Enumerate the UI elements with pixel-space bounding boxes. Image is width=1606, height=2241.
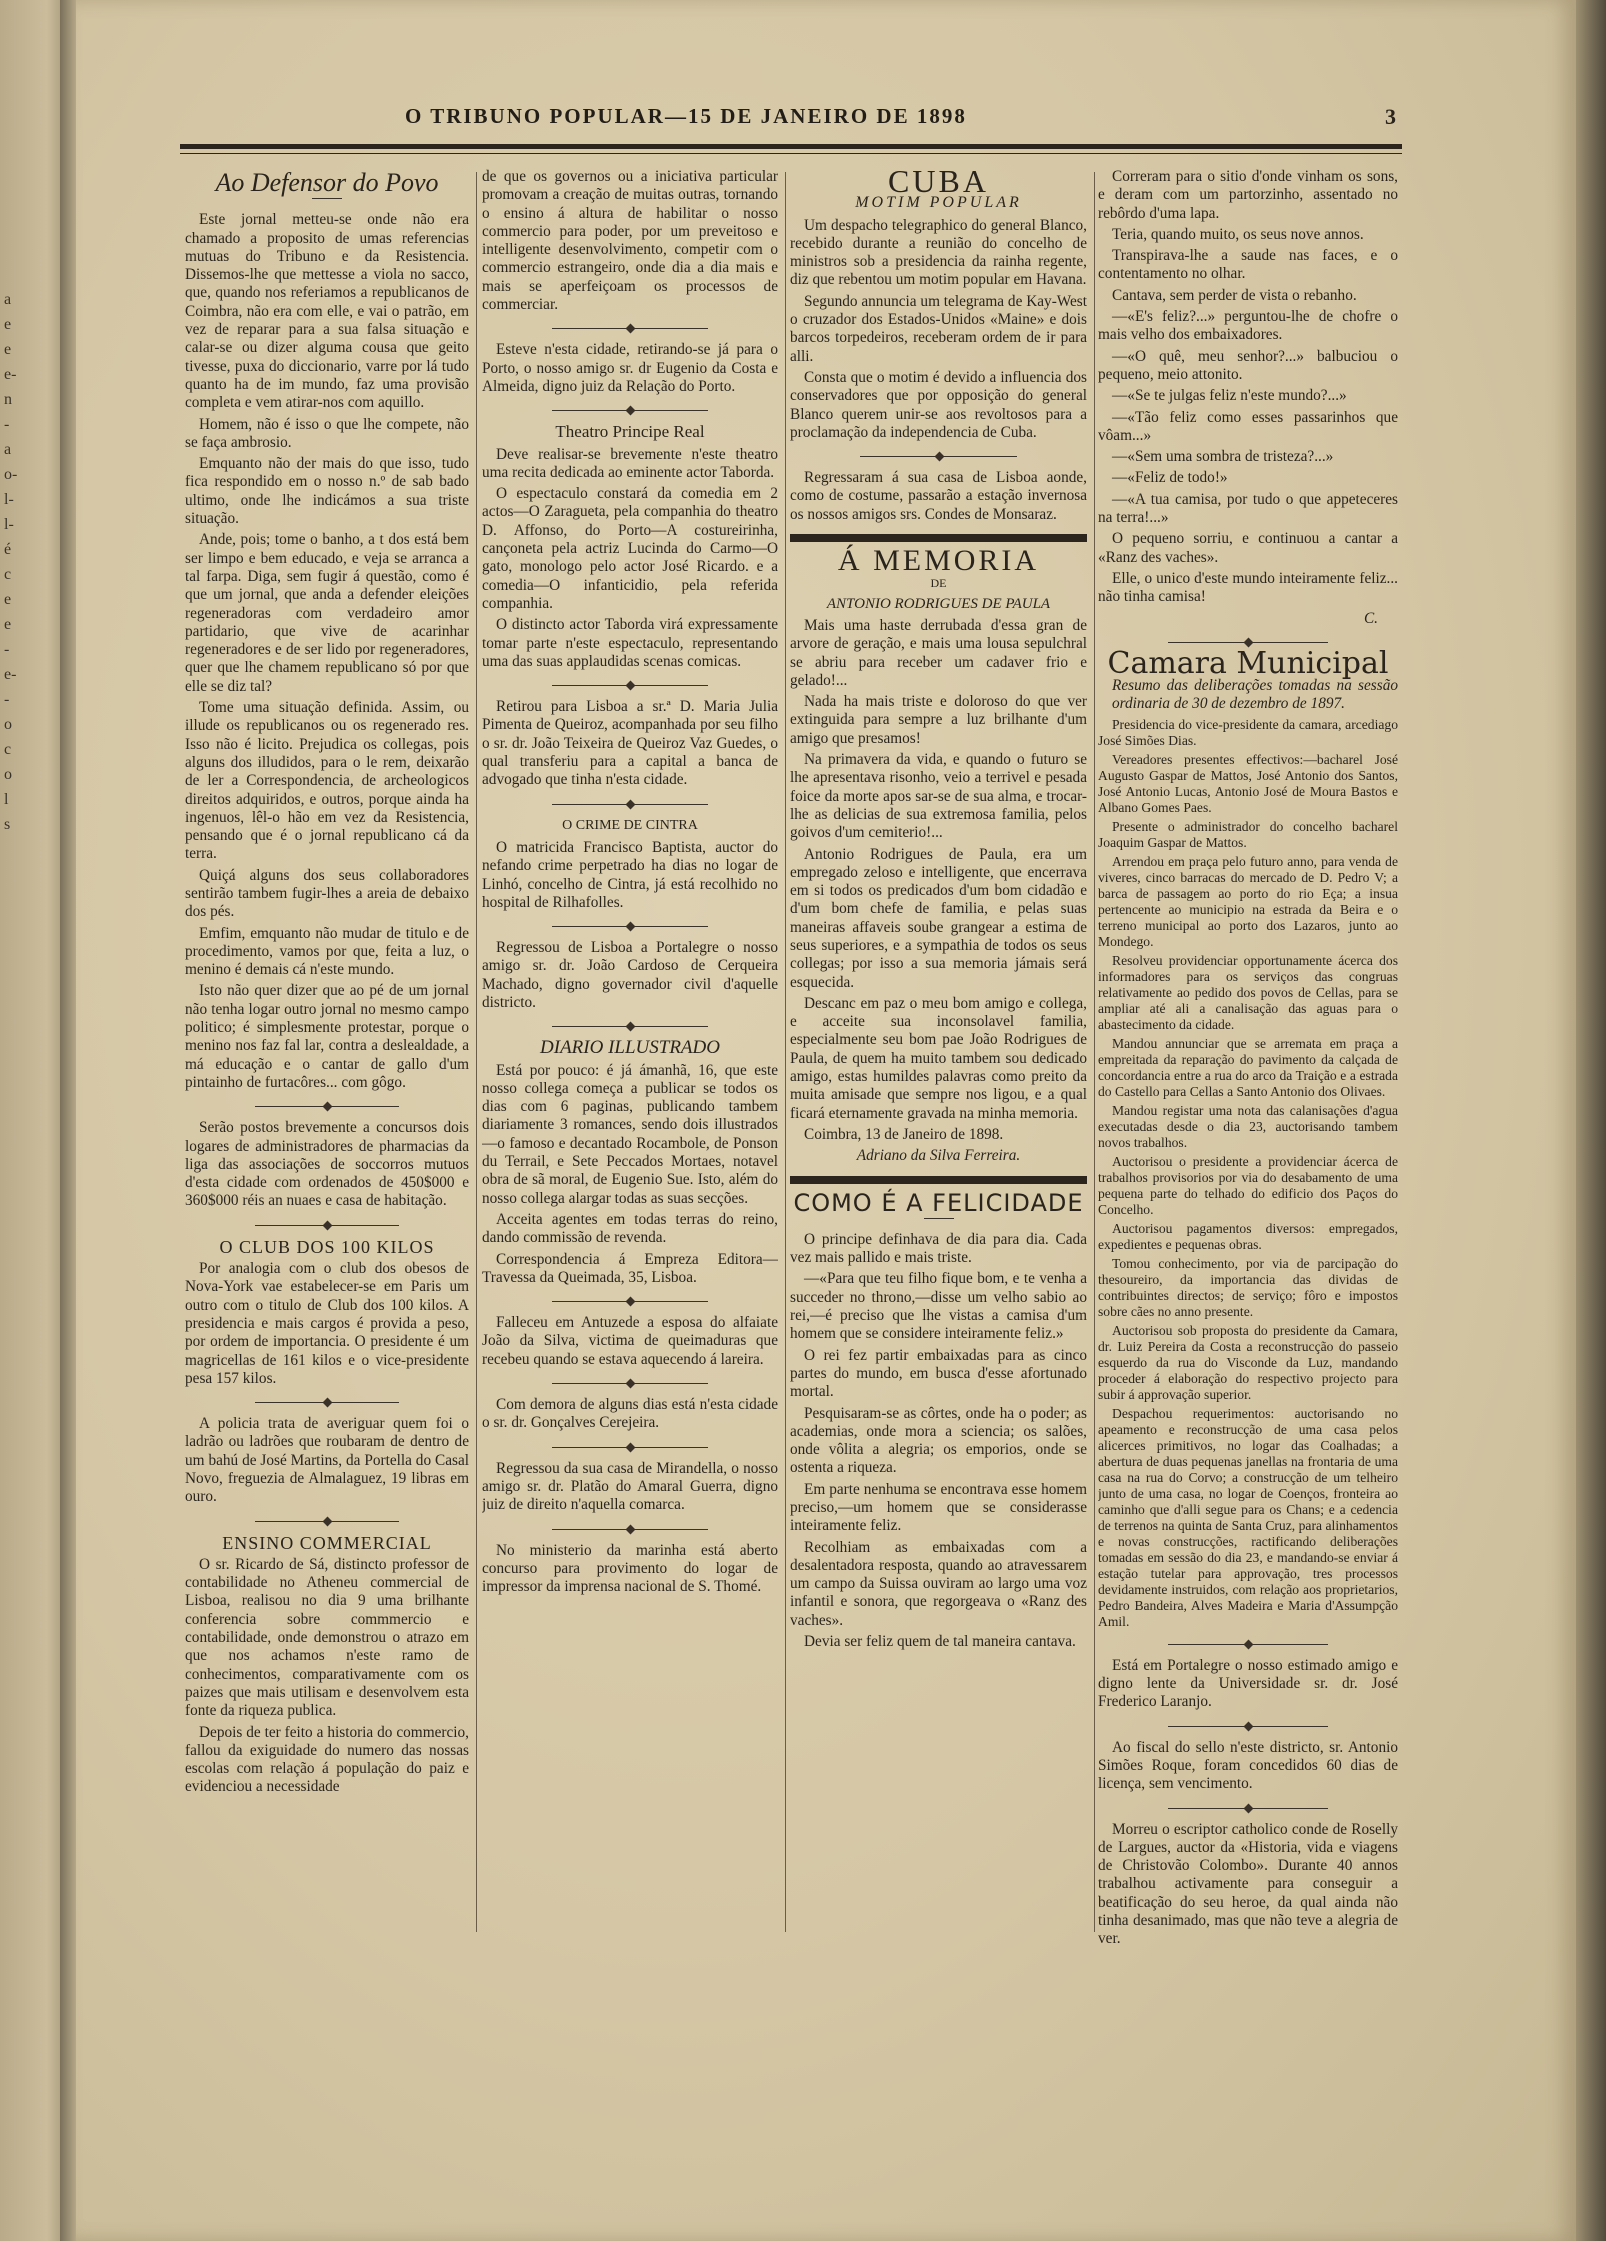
article-regressou: Regressou de Lisboa a Portalegre o nosso amigo sr. dr. João Cardoso de Cerqueira Machado, digno governador civil d'aquelle districto. — [482, 939, 778, 1011]
separator — [552, 926, 708, 927]
bleed-letter: e — [4, 316, 12, 333]
column-1 — [185, 168, 469, 1958]
paragraph: —«Para que teu filho fique bom, e te venha a succeder no throno,—disse um velho sabio ao rei,—é preciso que lhe vistas a camisa d'um homem que se considere inteiramente feliz.» — [790, 1270, 1087, 1343]
article-title-diario: DIARIO ILLUSTRADO — [540, 1037, 720, 1059]
paragraph: Segundo annuncia um telegrama de Kay-West o cruzador dos Estados-Unidos «Maine» e dois barcos torpedeiros, receberam ordem de ir para alli. — [790, 292, 1087, 365]
paragraph: Acceita agentes em todas terras do reino, dando commissão de revenda. — [482, 1210, 778, 1247]
paragraph: Correspondencia á Empreza Editora—Travessa da Queimada, 35, Lisboa. — [482, 1250, 778, 1286]
paragraph: —«E's feliz?...» perguntou-lhe de chofre o mais velho dos embaixadores. — [1098, 308, 1398, 344]
article-mirandella: Regressou da sua casa de Mirandella, o nosso amigo sr. dr. Platão do Amaral Guerra, digno juiz de direito n'aquella comarca. — [482, 1459, 778, 1514]
bleed-letter: e- — [4, 366, 17, 383]
article-memoria-de: DE — [930, 576, 947, 591]
article-title-crime: O CRIME DE CINTRA — [562, 817, 698, 833]
article-falleceu: Falleceu em Antuzede a esposa do alfaiate João da Silva, victima de queimaduras que recebeu quando se estava aquecendo á lareira. — [482, 1314, 778, 1368]
bleed-letter: - — [4, 416, 10, 433]
paragraph: Isto não quer dizer que ao pé de um jornal não tenha logar outro jornal no mesmo campo politico; é simplesmente protestar, porque o menino nos faz fal lar, contra a deslealdade, a má educação e o cantar de gallo d'um pintainho de furtacôres... com gôgo. — [185, 982, 469, 1091]
paragraph: Um despacho telegraphico do general Blanco, recebido durante a reunião do concelho de ministros sob a presidencia da rainha regente, diz que rebentou um motim popular em Havana. — [790, 216, 1087, 289]
paragraph: Teria, quando muito, os seus nove annos. — [1112, 225, 1364, 243]
separator — [552, 410, 708, 411]
paragraph: Mandou annunciar que se arremata em praça a empreitada da reparação do pavimento da calçada de concordancia entre a rua do arco da Traição e a estrada do Castello para Cellas a Santo Antonio dos Olivaes. — [1098, 1035, 1398, 1099]
paragraph: Elle, o unico d'este mundo inteiramente feliz... não tinha camisa! — [1098, 569, 1398, 606]
paragraph: Resolveu providenciar opportunamente ácerca dos informadores para os serviços das congruas relativamente ao pedido dos povos de Cellas, para se ampliar até ali a canalisação das aguas para o abastecimento da cidade. — [1098, 952, 1398, 1032]
bleed-letter: s — [4, 816, 11, 833]
article-felicidade-continued — [1098, 168, 1398, 607]
paragraph: Quiçá alguns dos seus collaboradores sentirão tambem fugir-lhes a areia de debaixo dos pés. — [185, 866, 469, 921]
article-title-memoria: Á MEMORIA — [837, 544, 1040, 578]
bleed-letter: n — [4, 391, 12, 408]
article-fiscal: Ao fiscal do sello n'este districto, sr. Antonio Simões Roque, foram concedidos 60 dias de licença, sem vencimento. — [1098, 1738, 1398, 1793]
title-dash — [924, 1218, 954, 1219]
column-4 — [1098, 168, 1398, 1958]
paragraph: —«A tua camisa, por tudo o que appeteceres na terra!...» — [1098, 490, 1398, 527]
paragraph: Correram para o sitio d'onde vinham os sons, e deram com um partorzinho, assentado no rebôrdo d'uma lapa. — [1098, 168, 1398, 222]
separator — [552, 1301, 708, 1302]
paragraph: Consta que o motim é devido a influencia dos conservadores que por opposição do general Blanco querem unir-se aos revoltosos para a proclamação da independencia de Cuba. — [790, 368, 1087, 441]
paragraph: —«Sem uma sombra de tristeza?...» — [1112, 448, 1334, 466]
bleed-letter: e — [4, 616, 12, 633]
separator — [552, 1529, 708, 1530]
header-rule — [180, 144, 1402, 149]
bleed-letter: - — [4, 641, 10, 658]
paragraph: Pesquisaram-se as côrtes, onde ha o poder; as academias, onde mora a sciencia; os salões, onde vôlita a alegria; os emporios, onde se ostenta a riqueza. — [790, 1404, 1087, 1477]
paragraph: Auctorisou o presidente a providenciar ácerca de trabalhos provisorios por via do desabamento de uma pequena parte do telhado do edificio dos Paços do Concelho. — [1098, 1153, 1398, 1217]
separator — [255, 1106, 399, 1107]
bleed-letter: a — [4, 441, 12, 458]
separator — [1168, 1726, 1328, 1727]
article-diario-body — [482, 1062, 778, 1288]
black-rule — [790, 1176, 1087, 1184]
separator — [255, 1225, 399, 1226]
column-divider — [1094, 172, 1095, 1932]
separator — [552, 1447, 708, 1448]
paragraph: O principe definhava de dia para dia. Cada vez mais pallido e mais triste. — [790, 1230, 1087, 1267]
article-memoria-name: ANTONIO RODRIGUES DE PAULA — [826, 595, 1051, 612]
article-concursos: Serão postos brevemente a concursos dois logares de administradores de pharmacias da liga das associações de soccorros mutuos d'esta cidade com ordenados de 450$000 e 360$000 réis an nuaes e casa de habitação. — [185, 1119, 469, 1210]
separator — [552, 804, 708, 805]
separator — [552, 1383, 708, 1384]
separator — [552, 1026, 708, 1027]
paragraph: Cantava, sem perder de vista o rebanho. — [1112, 286, 1357, 304]
right-page-edge — [1576, 0, 1606, 2241]
article-retirou: Retirou para Lisboa a sr.ª D. Maria Julia Pimenta de Queiroz, acompanhada por seu filho o sr. dr. João Teixeira de Queiroz Vaz Guedes, o qual transferiu para a capital a banca de advogado que tinha n'esta cidade. — [482, 698, 778, 789]
article-regressaram: Regressaram á sua casa de Lisboa aonde, como de costume, passarão a estação invernosa os nossos amigos srs. Condes de Monsaraz. — [790, 469, 1087, 523]
column-3 — [790, 168, 1087, 1958]
paragraph: Presidencia do vice-presidente da camara, arcediago José Simões Dias. — [1098, 716, 1398, 748]
column-divider — [785, 172, 786, 1932]
column-divider — [476, 172, 477, 1932]
bleed-letter: o — [4, 766, 12, 783]
bleed-letter: c — [4, 566, 12, 583]
black-rule — [790, 534, 1087, 542]
article-demora: Com demora de alguns dias está n'esta cidade o sr. dr. Gonçalves Cerejeira. — [482, 1396, 778, 1432]
paragraph: —«Feliz de todo!» — [1112, 469, 1228, 487]
paragraph: O espectaculo constará da comedia em 2 actos—O Zaragueta, pela companhia do theatro D. Affonso, do Porto—A costureirinha, cançoneta pela actriz Lucinda do Carmo—O gato, monologo pelo actor José Ricardo. e a comedia—O infanticidio, pela referida companhia. — [482, 485, 778, 612]
paragraph: Este jornal metteu-se onde não era chamado a proposito de umas referencias mutuas do Tribuno e da Resistencia. Dissemos-lhe que mettesse a viola no sacco, que, quando nos referiamos a republicanos de Coimbra, não era com elle, e vai o patrão, em vez de reparar para a sua falsa situação e calar-se ou dizer alguma cousa que geito tivesse, puxa do diccionario, varre por lá tudo quanto ha de im mundo, faz uma provisão completa e vem atirar-nos com aquillo. — [185, 211, 469, 412]
article-title-cuba: CUBA — [888, 168, 989, 199]
bleed-letter: e — [4, 591, 12, 608]
article-defensor-body — [185, 211, 469, 1092]
separator — [1168, 1644, 1328, 1645]
paragraph: Auctorisou pagamentos diversos: empregados, expedientes e pequenas obras. — [1098, 1220, 1398, 1252]
paragraph: Arrendou em praça pelo futuro anno, para venda de viveres, cinco barracas do mercado de D. Pedro V; a barca de passagem ao porto do rio Eça; a insua pertencente ao municipio na estrada da Beira e o terreno municipal ao porto dos Lazaros, junto ao Mondego. — [1098, 853, 1398, 949]
paragraph: Tome uma situação definida. Assim, ou illude os republicanos ou os regenerado res. Isso não é licito. Prejudica os collegas, pois alguns dos illudidos, para o le rem, deixarão de ler a Correspondencia, de archeologicos direitos adquiridos, e outros, porque ainda ha ingenuos, lêl-o hão em vez da Resistencia, pensando que é o jornal republicano cá da terra. — [185, 699, 469, 863]
article-policia: A policia trata de averiguar quem foi o ladrão ou ladrões que roubaram de dentro de um bahú de José Martins, da Portella do Casal Novo, freguezia de Almalaguez, 19 libras em ouro. — [185, 1415, 469, 1506]
article-memoria-signature: Adriano da Silva Ferreira. — [856, 1147, 1021, 1165]
bleed-letter: é — [4, 541, 12, 558]
paragraph: Ande, pois; tome o banho, a t dos está bem ser limpo e bem educado, e veja se arranca a tal farpa. Diga, sem fugir á questão, como é que um jornal, que anda a defender eleições regeneradoras com verdadeiro amor partidario, que vive de acarinhar regeneradores e de ser lido por regeneradores, quer que lhe chamem republicano só por que elle se diz tal? — [185, 531, 469, 695]
article-cuba-body — [790, 217, 1087, 443]
paragraph: Tomou conhecimento, por via de parcipação do thesoureiro, da importancia das dividas de contribuintes directos; de serviço; fôro e impostos sobre cães no anno presente. — [1098, 1255, 1398, 1319]
bleed-letter: l — [4, 791, 9, 808]
paragraph: Emfim, emquanto não mudar de titulo e de procedimento, vamos por que, feita a luz, o menino é demais cá n'este mundo. — [185, 924, 469, 979]
bleed-letter: l- — [4, 516, 14, 533]
paragraph: O pequeno sorriu, e continuou a cantar a «Ranz des vaches». — [1098, 530, 1398, 566]
separator — [552, 328, 708, 329]
paragraph: Despachou requerimentos: auctorisando no apeamento e reconstrucção de uma casa pelos alicerces primitivos, no logar das Coalhadas; a abertura de duas pequenas janellas na frontaria de uma casa na rua do Corvo; a construcção de um telheiro junto de uma casa, no logar de Coenços, fronteira ao caminho que d'alli segue para os Chans; e a cedencia de terrenos na quinta de Santa Cruz, para alinhamentos e novas construcções, ractificando deliberações tomadas em sessão do dia 23, e mandando-se enviar á estação tutelar para approvação, tres processos devidamente instruidos, com relação aos proprietarios, Pedro Bandeira, Alves Madeira e Maria d'Assumpção Amil. — [1098, 1405, 1398, 1629]
separator — [860, 456, 1017, 457]
paragraph: Vereadores presentes effectivos:—bacharel José Augusto Gaspar de Mattos, José Antonio dos Santos, José Antonio Lucas, Antonio José de Moura Bastos e Albano Gomes Paes. — [1098, 751, 1398, 815]
article-title-felicidade: COMO É A FELICIDADE — [793, 1188, 1084, 1217]
page-number: 3 — [1385, 104, 1396, 129]
bleed-letter: a — [4, 291, 12, 308]
article-theatro-body — [482, 446, 778, 672]
paragraph: Antonio Rodrigues de Paula, era um empregado zeloso e intelligente, que encerrava em si todos os predicados d'um bom cidadão e d'um bom chefe de familia, e pelas suas maneiras affaveis soube grangear a estima de seus superiores, e a sympathia de todos os seus collegas; por isso a sua memoria jámais será esquecida. — [790, 845, 1087, 991]
paragraph: —«O quê, meu senhor?...» balbuciou o pequeno, meio attonito. — [1098, 347, 1398, 383]
paragraph: Deve realisar-se brevemente n'este theatro uma recita dedicada ao eminente actor Taborda. — [482, 445, 778, 481]
paragraph: O rei fez partir embaixadas para as cinco partes do mundo, em busca d'esse afortunado mortal. — [790, 1346, 1087, 1401]
paragraph: Mandou registar uma nota das calanisações d'agua executadas desde o dia 23, auctorisando tambem novos trabalhos. — [1098, 1102, 1398, 1150]
bleed-letter: o- — [4, 466, 18, 483]
separator — [1168, 642, 1328, 643]
article-felicidade-signature: C. — [1363, 609, 1378, 627]
paragraph: Transpirava-lhe a saude nas faces, e o contentamento no olhar. — [1098, 247, 1398, 283]
article-ensino-continued: de que os governos ou a iniciativa particular promovam a creação de muitas outras, tornando o ensino á altura de habilitar o nosso commercio para poder, por um preveitoso e intelligente desenvolvimento, competir com o commercio estrangeiro, onde dia a dia mais e mais se aperfeiçoam os processos de commerciar. — [482, 168, 778, 314]
article-subtitle-cuba: MOTIM POPULAR — [855, 194, 1022, 212]
header-rule-thin — [180, 153, 1402, 154]
paragraph: O sr. Ricardo de Sá, distincto professor de contabilidade no Atheneu commercial de Lisboa, realisou no dia 9 uma brilhante conferencia sobre commmercio e contabilidade, onde demonstrou o atrazo em que nos achamos n'este ramo de conhecimentos, comparativamente com os paizes que mais utilisam e desenvolvem esta fonte da riqueza publica. — [185, 1555, 469, 1720]
paragraph: Nada ha mais triste e doloroso do que ver extinguida para sempre a luz brilhante d'um amigo que presamos! — [790, 693, 1087, 747]
article-title-theatro: Theatro Principe Real — [555, 422, 705, 442]
article-camara-subtitle: Resumo das deliberações tomadas na sessão ordinaria de 30 de dezembro de 1897. — [1112, 677, 1398, 713]
article-marinha: No ministerio da marinha está aberto concurso para provimento do logar de impressor da imprensa nacional de S. Thomé. — [482, 1541, 778, 1596]
article-title-club: O CLUB DOS 100 KILOS — [219, 1236, 435, 1257]
paragraph: —«Tão feliz como esses passarinhos que vôam...» — [1098, 408, 1398, 444]
separator — [255, 1521, 399, 1522]
paragraph: Depois de ter feito a historia do commercio, fallou da exiguidade do numero das nossas escolas com relação á população do paiz e evidenciou a necessidade — [185, 1723, 469, 1796]
separator — [552, 685, 708, 686]
bleed-letter: l- — [4, 491, 14, 508]
paragraph: Homem, não é isso o que lhe compete, não se faça ambrosio. — [185, 415, 469, 451]
paragraph: Devia ser feliz quem de tal maneira cantava. — [804, 1633, 1076, 1651]
masthead-running-title: O TRIBUNO POPULAR—15 DE JANEIRO DE 1898 — [405, 104, 967, 128]
article-title-camara: Camara Municipal — [1107, 645, 1389, 681]
article-camara-body — [1098, 717, 1398, 1630]
paragraph: Emquanto não der mais do que isso, tudo fica respondido em o nosso n.º de sab bado ultimo, onde lhe indicámos a sua triste situação. — [185, 455, 469, 528]
paragraph: Recolhiam as embaixadas com a desalentadora resposta, quando ao atravessarem um campo da Suissa ouviram ao largo uma voz infantil e sonora, que regorgeava o «Ranz des vaches». — [790, 1538, 1087, 1629]
bleed-letter: - — [4, 691, 10, 708]
article-title-defensor: Ao Defensor do Povo — [215, 168, 439, 197]
bleed-letter: e- — [4, 666, 17, 683]
separator — [1168, 1808, 1328, 1809]
article-felicidade-body — [790, 1231, 1087, 1652]
bleed-letter: c — [4, 741, 12, 758]
article-memoria-date: Coimbra, 13 de Janeiro de 1898. — [804, 1125, 1004, 1143]
article-club: Por analogia com o club dos obesos de Nova-York vae estabelecer-se em Paris um outro com o titulo de Club dos 100 kilos. A presidencia e mais cargos é provida a peso, por ordem de importancia. O presidente é um magricellas de 161 kilos e o vice-presidente pesa 157 kilos. — [185, 1260, 469, 1387]
article-esteve: Esteve n'esta cidade, retirando-se já para o Porto, o nosso amigo sr. dr Eugenio da Costa e Almeida, digno juiz da Relação do Porto. — [482, 341, 778, 395]
article-crime: O matricida Francisco Baptista, auctor do nefando crime perpetrado ha dias no logar de Linhó, concelho de Cintra, já está recolhido no hospital de Rilhafolles. — [482, 838, 778, 911]
title-dash — [312, 198, 342, 199]
paragraph: Na primavera da vida, e quando o futuro se lhe apresentava risonho, veio a terrivel e pesada foice da morte apos sar-se de sua alma, e trocar-lhe as delicias de sua extremosa familia, pelos goivos d'um cemiterio!... — [790, 751, 1087, 842]
paragraph: —«Se te julgas feliz n'este mundo?...» — [1112, 387, 1347, 405]
paragraph: Em parte nenhuma se encontrava esse homem preciso,—um homem que se considerasse inteiramente feliz. — [790, 1480, 1087, 1535]
article-memoria-body — [790, 617, 1087, 1123]
paragraph: Mais uma haste derrubada d'essa gran de arvore de geração, e mais uma lousa sepulchral se abriu para receber um cadaver frio e gelado!... — [790, 616, 1087, 689]
paragraph: Auctorisou sob proposta do presidente da Camara, dr. Luiz Pereira da Costa a reconstrucção do passeio esquerdo da rua do Visconde da Luz, mandando proceder á elaboração do respectivo projecto para subir á approvação superior. — [1098, 1322, 1398, 1402]
separator — [255, 1402, 399, 1403]
paragraph: Presente o administrador do concelho bacharel Joaquim Gaspar de Mattos. — [1098, 818, 1398, 850]
article-portalegre: Está em Portalegre o nosso estimado amigo e digno lente da Universidade sr. dr. José Frederico Laranjo. — [1098, 1656, 1398, 1711]
bleed-letter: o — [4, 716, 12, 733]
paragraph: Está por pouco: é já ámanhã, 16, que este nosso collega começa a publicar se todos os dias com 6 paginas, publicando tambem diariamente 3 romances, sendo dois illustrados—o famoso e decantado Rocambole, de Ponson du Terrail, e Sete Peccados Mortaes, notavel obra de sã moral, de Eugenio Sue. Isto, além do nosso collega alargar todas as suas secções. — [482, 1061, 778, 1207]
bleed-letter: e — [4, 341, 12, 358]
article-morreu: Morreu o escriptor catholico conde de Roselly de Largues, auctor da «Historia, vida e viagens de Christovão Colombo». Durante 40 annos trabalhou activamente para conseguir a beatificação do seu heroe, da qual ainda não tinha desanimado, mas que não teve a alegria de ver. — [1098, 1820, 1398, 1948]
column-2 — [482, 168, 778, 1958]
article-title-ensino: ENSINO COMMERCIAL — [222, 1532, 432, 1553]
paragraph: Descanc em paz o meu bom amigo e collega, e acceite sua inconsolavel familia, especialmente seu bom pae João Rodrigues de Paula, de quem ha muito tambem sou dedicado amigo, estas humildes palavras como preito da muita amisade que sempre nos ligou, e a qual ficará eternamente gravada na minha memoria. — [790, 994, 1087, 1122]
paragraph: O distincto actor Taborda virá expressamente tomar parte n'este espectaculo, representando uma das suas applaudidas scenas comicas. — [482, 616, 778, 670]
article-ensino-body — [185, 1556, 469, 1797]
